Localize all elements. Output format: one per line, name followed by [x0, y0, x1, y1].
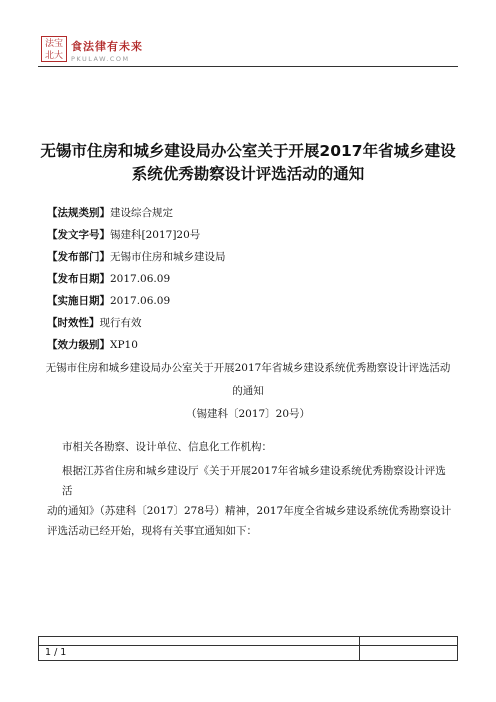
meta-value: 现行有效	[99, 317, 142, 329]
meta-value: XP10	[110, 339, 138, 351]
logo-name: 食法律有未来	[71, 40, 143, 53]
body-line: 动的通知》（苏建科〔2017〕278号）精神，2017年度全省城乡建设系统优秀勘察设计	[47, 505, 452, 517]
logo-seal-char: 北大	[44, 51, 63, 61]
footer-top-row	[39, 637, 457, 646]
meta-key: 【效力级别】	[47, 339, 110, 351]
header-divider	[38, 66, 458, 67]
meta-value: 2017.06.09	[110, 295, 171, 307]
meta-key: 【实施日期】	[47, 295, 110, 307]
meta-value: 建设综合规定	[110, 207, 173, 219]
body-line: 评选活动已经开始，现将有关事宜通知如下：	[47, 525, 257, 537]
logo-seal-char: 法宝	[44, 39, 63, 49]
meta-key: 【发布部门】	[47, 251, 110, 263]
meta-row	[47, 250, 226, 264]
meta-row	[47, 272, 170, 286]
logo-domain: PKULAW.COM	[71, 55, 130, 63]
meta-row	[47, 316, 142, 330]
meta-key: 【发文字号】	[47, 229, 110, 241]
doc-title-line: 无锡市住房和城乡建设局办公室关于开展2017年省城乡建设系统优秀勘察设计评选活动	[45, 362, 451, 374]
meta-key: 【时效性】	[47, 317, 100, 329]
meta-row	[47, 228, 200, 242]
footer-box	[38, 636, 458, 661]
footer-divider	[359, 637, 360, 660]
body-line: 根据江苏省住房和城乡建设厅《关于开展2017年省城乡建设系统优秀勘察设计评选活	[62, 465, 446, 497]
page-number: 1 / 1	[45, 647, 67, 658]
meta-row	[47, 206, 173, 220]
meta-key: 【法规类别】	[47, 207, 110, 219]
meta-key: 【发布日期】	[47, 273, 110, 285]
meta-row	[47, 294, 170, 308]
document-title	[40, 140, 456, 186]
doc-title-line: 的通知	[232, 385, 264, 397]
body-paragraph	[47, 461, 454, 541]
doc-number: （锡建科〔2017〕20号）	[185, 408, 311, 420]
logo-seal	[41, 36, 67, 62]
document-title-line: 系统优秀勘察设计评选活动的通知	[131, 165, 365, 183]
meta-value: 2017.06.09	[110, 273, 171, 285]
salutation: 市相关各勘察、设计单位、信息化工作机构：	[62, 441, 272, 453]
meta-row	[47, 338, 138, 352]
logo-text	[71, 38, 143, 63]
document-title-line: 无锡市住房和城乡建设局办公室关于开展2017年省城乡建设	[40, 142, 456, 160]
meta-value: 锡建科[2017]20号	[110, 229, 201, 241]
meta-value: 无锡市住房和城乡建设局	[110, 251, 226, 263]
